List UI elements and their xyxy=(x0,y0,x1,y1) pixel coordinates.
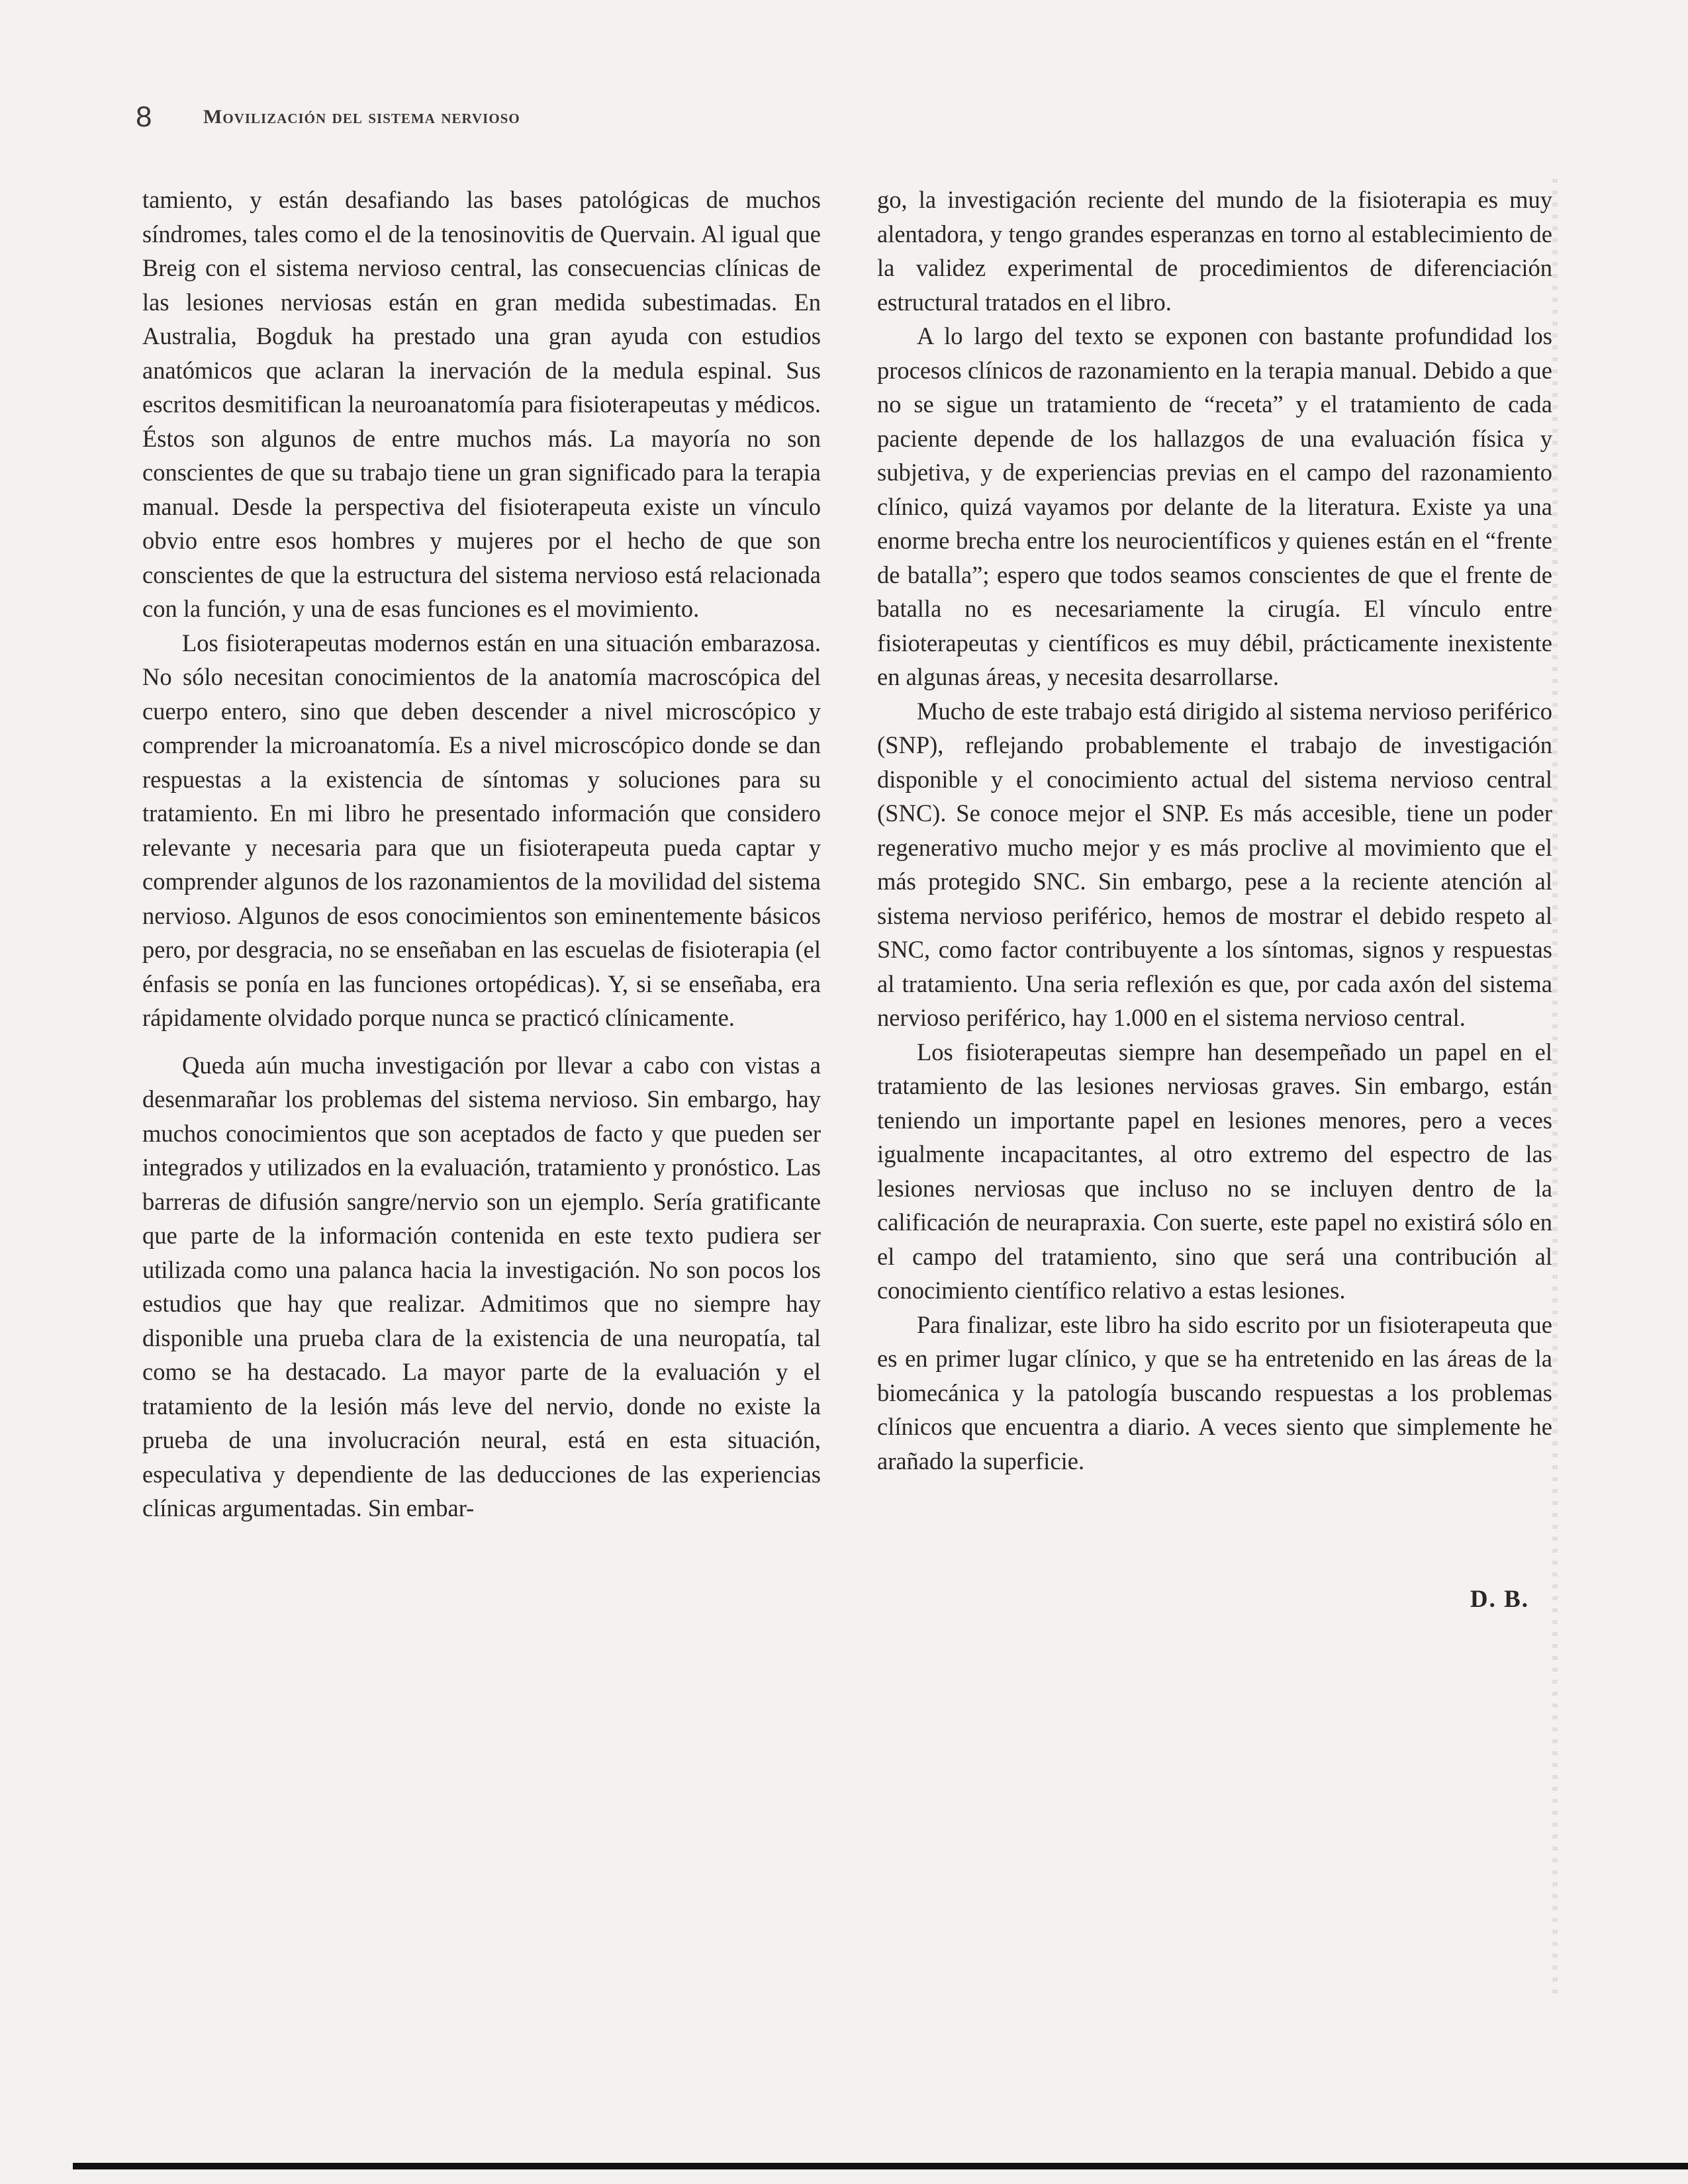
paragraph: Mucho de este trabajo está dirigido al sistema nervioso periférico (SNP), reflejando probablemente el trabajo de investigación disponible y el conocimiento actual del sistema nervioso central (SNC). Se conoce mejor el SNP. Es más accesible, tiene un poder regenerativo mucho mejor y es más proclive al movimiento que el más protegido SNC. Sin embargo, pese a la reciente atención al sistema nervioso periférico, hemos de mostrar el debido respeto al SNC, como factor contribuyente a los síntomas, signos y respuestas al tratamiento. Una seria reflexión es que, por cada axón del sistema nervioso periférico, hay 1.000 en el sistema nervioso central. xyxy=(877,697,1552,1031)
paragraph: Queda aún mucha investigación por llevar a cabo con vistas a desenmarañar los problemas del sistema nervioso. Sin embargo, hay muchos conocimientos que son aceptados de facto y que pueden ser integrados y utilizados en la evaluación, tratamiento y pronóstico. Las barreras de difusión sangre/nervio son un ejemplo. Sería gratificante que parte de la información contenida en este texto pudiera ser utilizada como una palanca hacia la investigación. No son pocos los estudios que hay que realizar. Admitimos que no siempre hay disponible una prueba clara de la existencia de una neuropatía, tal como se ha destacado. La mayor parte de la evaluación y el tratamiento de la lesión más leve del nervio, donde no existe la prueba de una involucración neural, está en esta situación, especulativa y dependiente de las deducciones de las experiencias clínicas argumentadas. Sin embar- xyxy=(142,1051,821,1522)
paragraph: A lo largo del texto se exponen con bastante profundidad los procesos clínicos de razonamiento en la terapia manual. Debido a que no se sigue un tratamiento de “receta” y el tratamiento de cada paciente depende de los hallazgos de una evaluación física y subjetiva, y de experiencias previas en el campo del razonamiento clínico, quizá vayamos por delante de la literatura. Existe ya una enorme brecha entre los neurocientíficos y quienes están en el “frente de batalla”; espero que todos seamos conscientes de que el frente de batalla no es necesariamente la cirugía. El vínculo entre fisioterapeutas y científicos es muy débil, prácticamente inexistente en algunas áreas, y necesita desarrollarse. xyxy=(877,322,1552,690)
scan-edge-artifact xyxy=(1552,179,1558,1999)
author-signature: D. B. xyxy=(1470,1586,1529,1613)
paragraph: tamiento, y están desafiando las bases patológicas de muchos síndromes, tales como el de la tenosinovitis de Quervain. Al igual que Breig con el sistema nervioso central, las consecuencias clínicas de las lesiones nerviosas están en gran medida subestimadas. En Australia, Bogduk ha prestado una gran ayuda con estudios anatómicos que aclaran la inervación de la medula espinal. Sus escritos desmitifican la neuroanatomía para fisioterapeutas y médicos. Éstos son algunos de entre muchos más. La mayoría no son conscientes de que su trabajo tiene un gran significado para la terapia manual. Desde la perspectiva del fisioterapeuta existe un vínculo obvio entre esos hombres y mujeres por el hecho de que son conscientes de que la estructura del sistema nervioso está relacionada con la función, y una de esas funciones es el movimiento. xyxy=(142,186,821,622)
paragraph: go, la investigación reciente del mundo de la fisioterapia es muy alentadora, y tengo grandes esperanzas en torno al establecimiento de la validez experimental de procedimientos de diferenciación estructural tratados en el libro. xyxy=(877,186,1552,316)
paragraph: Para finalizar, este libro ha sido escrito por un fisioterapeuta que es en primer lugar clínico, y que se ha entretenido en las áreas de la biomecánica y la patología buscando respuestas a los problemas clínicos que encuentra a diario. A veces siento que simplemente he arañado la superficie. xyxy=(877,1310,1552,1475)
page-number: 8 xyxy=(136,101,152,133)
paragraph: Los fisioterapeutas siempre han desempeñado un papel en el tratamiento de las lesiones nerviosas graves. Sin embargo, están teniendo un importante papel en lesiones menores, pero a veces igualmente incapacitantes, al otro extremo del espectro de las lesiones nerviosas que incluso no se incluyen dentro de la calificación de neurapraxia. Con suerte, este papel no existirá sólo en el campo del tratamiento, sino que será una contribución al conocimiento científico relativo a estas lesiones. xyxy=(877,1038,1552,1304)
paragraph: Los fisioterapeutas modernos están en una situación embarazosa. No sólo necesitan conocimientos de la anatomía macroscópica del cuerpo entero, sino que deben descender a nivel microscópico y comprender la microanatomía. Es a nivel microscópico donde se dan respuestas a la existencia de síntomas y soluciones para su tratamiento. En mi libro he presentado información que considero relevante y necesaria para que un fisioterapeuta pueda captar y comprender algunos de los razonamientos de la movilidad del sistema nervioso. Algunos de esos conocimientos son eminentemente básicos pero, por desgracia, no se enseñaban en las escuelas de fisioterapia (el énfasis se ponía en las funciones ortopédicas). Y, si se enseñaba, era rápidamente olvidado porque nunca se practicó clínicamente. xyxy=(142,629,821,1031)
running-head xyxy=(136,101,1062,140)
left-column xyxy=(142,183,821,1525)
book-title: Movilización del sistema nervioso xyxy=(203,106,520,128)
right-column xyxy=(877,183,1552,1478)
scan-bottom-border xyxy=(73,2163,1688,2169)
